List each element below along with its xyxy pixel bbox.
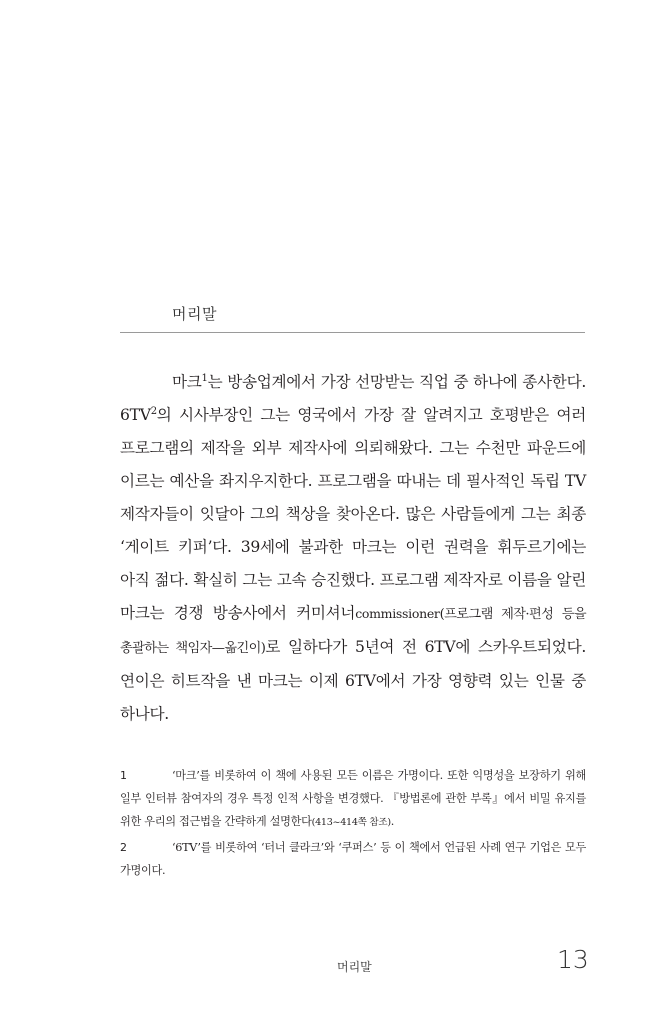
footnote-page-ref: (413~414쪽 참조) [311, 817, 391, 828]
body-text-part: 로 일하다가 5년여 전 6TV에 스카우트되었다. 연이은 히트작을 낸 마크는 이제 6TV에서 가장 영향력 있는 인물 중 하나다. [120, 638, 586, 723]
footnote-2 [120, 836, 586, 882]
footnote-text: ‘6TV’를 비롯하여 ‘터너 클라크’와 ‘쿠퍼스’ 등 이 책에서 언급된 사례 연구 기업은 모두 가명이다. [120, 841, 586, 877]
footnote-1 [120, 764, 586, 834]
body-text-part: 마크 [172, 373, 202, 391]
body-paragraph [120, 366, 586, 731]
footnote-number: 1 [120, 769, 127, 782]
body-text-part: 는 방송업계에서 가장 선망받는 직업 중 하나에 종사한다. 6TV [120, 373, 586, 424]
body-text-part: 의 시사부장인 그는 영국에서 가장 잘 알려지고 호평받은 여러 프로그램의 제작을 외부 제작사에 의뢰해왔다. 그는 수천만 파운드에 이르는 예산을 좌지우지한다. 프로그램을 따내는 데 필사적인 독립 TV 제작자들이 잇달아 그의 책상을 찾아온다. 많은 사람들에게 그는 최종 ‘게이트 키퍼’다. 39세에 불과한 마크는 이런 권력을 휘두르기에는 아직 젊다. 확실히 그는 고속 승진했다. 프로그램 제작자로 이름을 알린 마크는 경쟁 방송사에서 커미셔너 [120, 406, 586, 622]
footnote-marker-1: 1 [201, 372, 208, 384]
running-footer-title: 머리말 [337, 960, 372, 974]
footnote-number: 2 [120, 841, 127, 854]
translator-gloss: (프로그램 제작·편성 등을 총괄하는 책임자—옮긴이) [120, 607, 586, 656]
footnote-text: ‘마크’를 비롯하여 이 책에 사용된 모든 이름은 가명이다. 또한 익명성을 보장하기 위해 일부 인터뷰 참여자의 경우 특정 인적 사항을 변경했다. 『방법론에 관한 부록』에서 비밀 유지를 위한 우리의 접근법을 간략하게 설명한다 [120, 769, 586, 828]
footnote-marker-2: 2 [150, 405, 157, 417]
page-number: 13 [557, 945, 589, 974]
title-divider [120, 332, 585, 333]
section-title: 머리말 [172, 305, 217, 323]
footnote-end: . [390, 815, 395, 828]
latin-term: commissioner [355, 606, 440, 621]
